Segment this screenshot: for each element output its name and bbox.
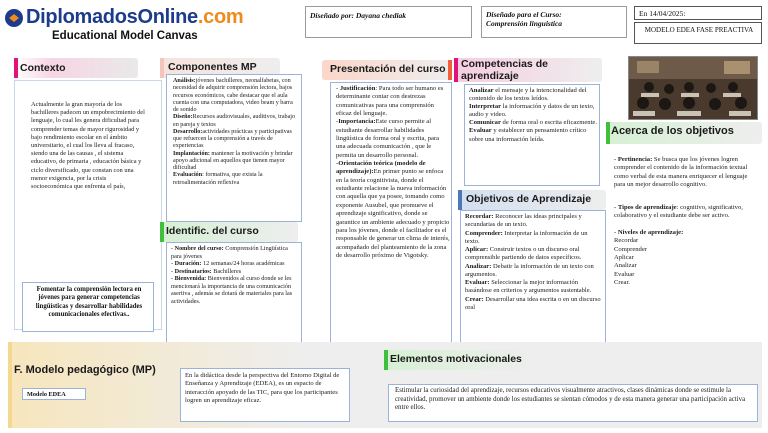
contexto-highlight-text: Fomentar la comprensión lectora en jóvenes para generar competencias lingüísticas y desarrollar habilidades comunicacionales efectivas.. [35, 286, 143, 319]
logo-suffix: .com [197, 6, 244, 28]
acerca-title: Acerca de los objetivos [611, 125, 734, 137]
objetivos-list [465, 213, 603, 312]
nivel-item: Recordar [614, 237, 639, 245]
objetivos-item-aplicar: Aplicar: Construir textos o un discurso oral comprensible partiendo de datos específicos. [465, 246, 582, 262]
nivel-item: Analizar [614, 262, 637, 270]
competencias-list [469, 87, 597, 144]
acerca-pertinencia: - Pertinencia: Se busca que los jóvenes logren comprender el contenido de la información textual como verbal de esta manera enriquecer el lenguaje para un mejor desarrollo cognitivo. [614, 156, 748, 189]
presentacion-item-orientacion: -Orientación teórica (modelo de aprendizaje):En primer punto se enfoca en la teoría cognitivista, donde el estudiante relacione la nueva información con aquella que ya posee, tomando como exponente Ausubel, que promueve el aprendizaje significativo, donde se garantice un ambiente adecuado y propicio para los jóvenes, donde el facilitador es el responsable de generar un clima de interés, acompañado del planteamiento de la zona de desarrollo próximo de Vigotsky. [336, 160, 450, 259]
designed-for-box [481, 6, 627, 38]
nivel-item: Aplicar [614, 254, 634, 262]
contexto-accent [14, 58, 18, 78]
competencias-title: Competencias de aprendizaje [461, 58, 548, 82]
logo [4, 4, 284, 44]
modelo-accent [8, 342, 12, 428]
identificacion-list [171, 245, 299, 305]
elementos-body: Estimular la curiosidad del aprendizaje, recursos educativos visualmente atractivos, clases dinámicas donde se estimule la creatividad, promover un ambiente donde los estudiantes se sientan cómodos y de esta manera generar una participación activa entre ellos. [395, 387, 746, 412]
acerca-panel [614, 154, 762, 320]
contexto-title: Contexto [20, 62, 66, 74]
presentacion-accent [448, 60, 452, 80]
competencias-item-interpretar: Interpretar la información y datos de un texto, audio y video. [469, 103, 595, 119]
presentacion-panel [330, 82, 452, 346]
logo-text: DiplomadosOnline [26, 6, 198, 28]
nivel-item: Evaluar [614, 270, 635, 278]
nivel-item: Comprender [614, 245, 647, 253]
identificacion-accent [160, 222, 164, 242]
designed-by: Diseñado por: Dayana chediak [310, 11, 407, 20]
date-text: En 14/04/2025: [639, 9, 686, 18]
contexto-highlight [22, 282, 154, 332]
competencias-item-comunicar: Comunicar de forma oral o escrita eficazmente. [469, 119, 597, 127]
identificacion-item-bienvenida: - Bienvenida: Bienvenidos al curso donde se les mencionará la importancia de una comunicación asertiva , además se dotará de materiales para las actividades. [171, 275, 293, 305]
elementos-panel [388, 384, 758, 422]
componentes-item-evaluacion: Evaluación: formativa, que exista la retroalimentación reflexiva [173, 172, 263, 186]
designed-for-value: Comprensión linguistica [486, 19, 563, 28]
elementos-accent [384, 350, 388, 370]
modelo-tag: Modelo EDEA [27, 391, 66, 398]
date-box [634, 6, 762, 20]
objetivos-item-recordar: Recordar: Reconocer las ideas principales y secundarias de un texto. [465, 213, 582, 229]
componentes-list [173, 78, 299, 187]
classroom-photo [628, 56, 758, 120]
componentes-accent [160, 58, 164, 78]
designed-by-box [305, 6, 472, 38]
objetivos-title: Objetivos de Aprendizaje [466, 193, 592, 205]
designed-for-label: Diseñado para el Curso: [486, 10, 562, 19]
nivel-item: Crear. [614, 279, 630, 287]
contexto-body: Actualmente la gran mayoría de los bachilleres padecen un empobrecimiento del lenguaje, lo cual les genera dificultad para comprender temas de mayor rigurosidad y bajo rendimiento escolar en el ámbito universitario, el cual los lleva al fracaso, siendo una de las causas , el sistema educativo, de primaria , educación básica y ciclo diversificado, que constan con una menor exigencia, por la crisis socioeconómica que enfrenta el país, [31, 101, 145, 191]
componentes-title: Componentes MP [168, 61, 257, 73]
presentacion-item-importancia: -Importancia:Este curso permite al estudiante desarrollar habilidades lingüística de forma oral y escrita, para una adecuada comunicación , que le permita un desarrollo personal. [336, 118, 440, 159]
acerca-tipos: - Tipos de aprendizaje: cognitivo, significativo, colaborativo y el estudiante debe ser activo. [614, 204, 743, 220]
elementos-title: Elementos motivacionales [390, 353, 522, 365]
acerca-niveles: - Niveles de aprendizaje: Recordar Comprender Aplicar Analizar Evaluar Crear. [614, 229, 684, 287]
objetivos-item-crear: Crear: Desarrollar una idea escrita o en un discurso oral [465, 295, 601, 311]
competencias-item-evaluar: Evaluar y establecer un pensamiento crítico sobre una información leída. [469, 127, 587, 143]
presentacion-item-justificacion: - Justificación: Para todo ser humano es determinante contar con destrezas comunicativas para una comprensión eficaz del lenguaje. [336, 85, 444, 118]
identificacion-title: Identific. del curso [166, 225, 259, 237]
modelo-tag-box [22, 388, 86, 400]
identificacion-item-destinatarios: - Destinatarios: Bachilleres [171, 267, 242, 275]
canvas-subtitle: Educational Model Canvas [52, 30, 198, 42]
phase-text: MODELO EDEA FASE PREACTIVA [644, 26, 754, 34]
identificacion-item-nombre: - Nombre del curso: Comprensión Lingüística para jóvenes [171, 245, 288, 260]
competencias-accent [454, 58, 458, 82]
competencias-item-analizar: Analizar el mensaje y la intencionalidad del contenido de los textos leídos. [469, 87, 587, 103]
identificacion-item-duracion: - Duración: 12 semanas/24 horas académicas [171, 260, 285, 267]
objetivos-item-comprender: Comprender: Interpretar la información de un texto. [465, 229, 588, 245]
componentes-item-implantacion: Implantación: mantener la motivación y brindar apoyo adicional en aquellos que tienen mayor dificultad [173, 150, 293, 171]
objetivos-item-evaluar: Evaluar: Seleccionar la mejor información basándose en criterios y argumentos sustentable. [465, 279, 592, 295]
modelo-title: F. Modelo pedagógico (MP) [14, 364, 156, 376]
presentacion-title: Presentación del curso [330, 63, 446, 75]
componentes-item-diseno: Diseño:Recursos audiovisuales, auditivos, trabajo en pareja y textos [173, 114, 296, 128]
componentes-panel [166, 74, 302, 222]
componentes-item-analisis: Análisis:jóvenes bachilleres, neonalfabetas, con necesidad de adquirir comprensión lectora, bajos recursos económicos, cabe destacar que el aula cuenta con una computadora, video beam y barra de sonido [173, 78, 293, 113]
identificacion-panel [166, 242, 302, 344]
componentes-item-desarrollo: Desarrollo:actividades prácticas y participativas que refuercen la comprensión a través de experiencias [173, 128, 292, 150]
modelo-panel [180, 368, 350, 422]
competencias-panel [464, 84, 600, 186]
phase-box [634, 22, 762, 44]
modelo-body: En la didáctica desde la perspectiva del Entorno Digital de Enseñanza y Aprendizaje (EDEA), es un espacio de interacción apoyado de las TIC, para que los participantes logren un aprendizaje eficaz. [185, 372, 340, 405]
acerca-accent [606, 122, 610, 144]
objetivos-accent [458, 190, 462, 210]
objetivos-item-analizar: Analizar: Debatir la información de un texto con argumentos. [465, 262, 594, 278]
presentacion-list [336, 85, 450, 260]
objetivos-panel [460, 210, 606, 350]
logo-icon [4, 8, 24, 28]
